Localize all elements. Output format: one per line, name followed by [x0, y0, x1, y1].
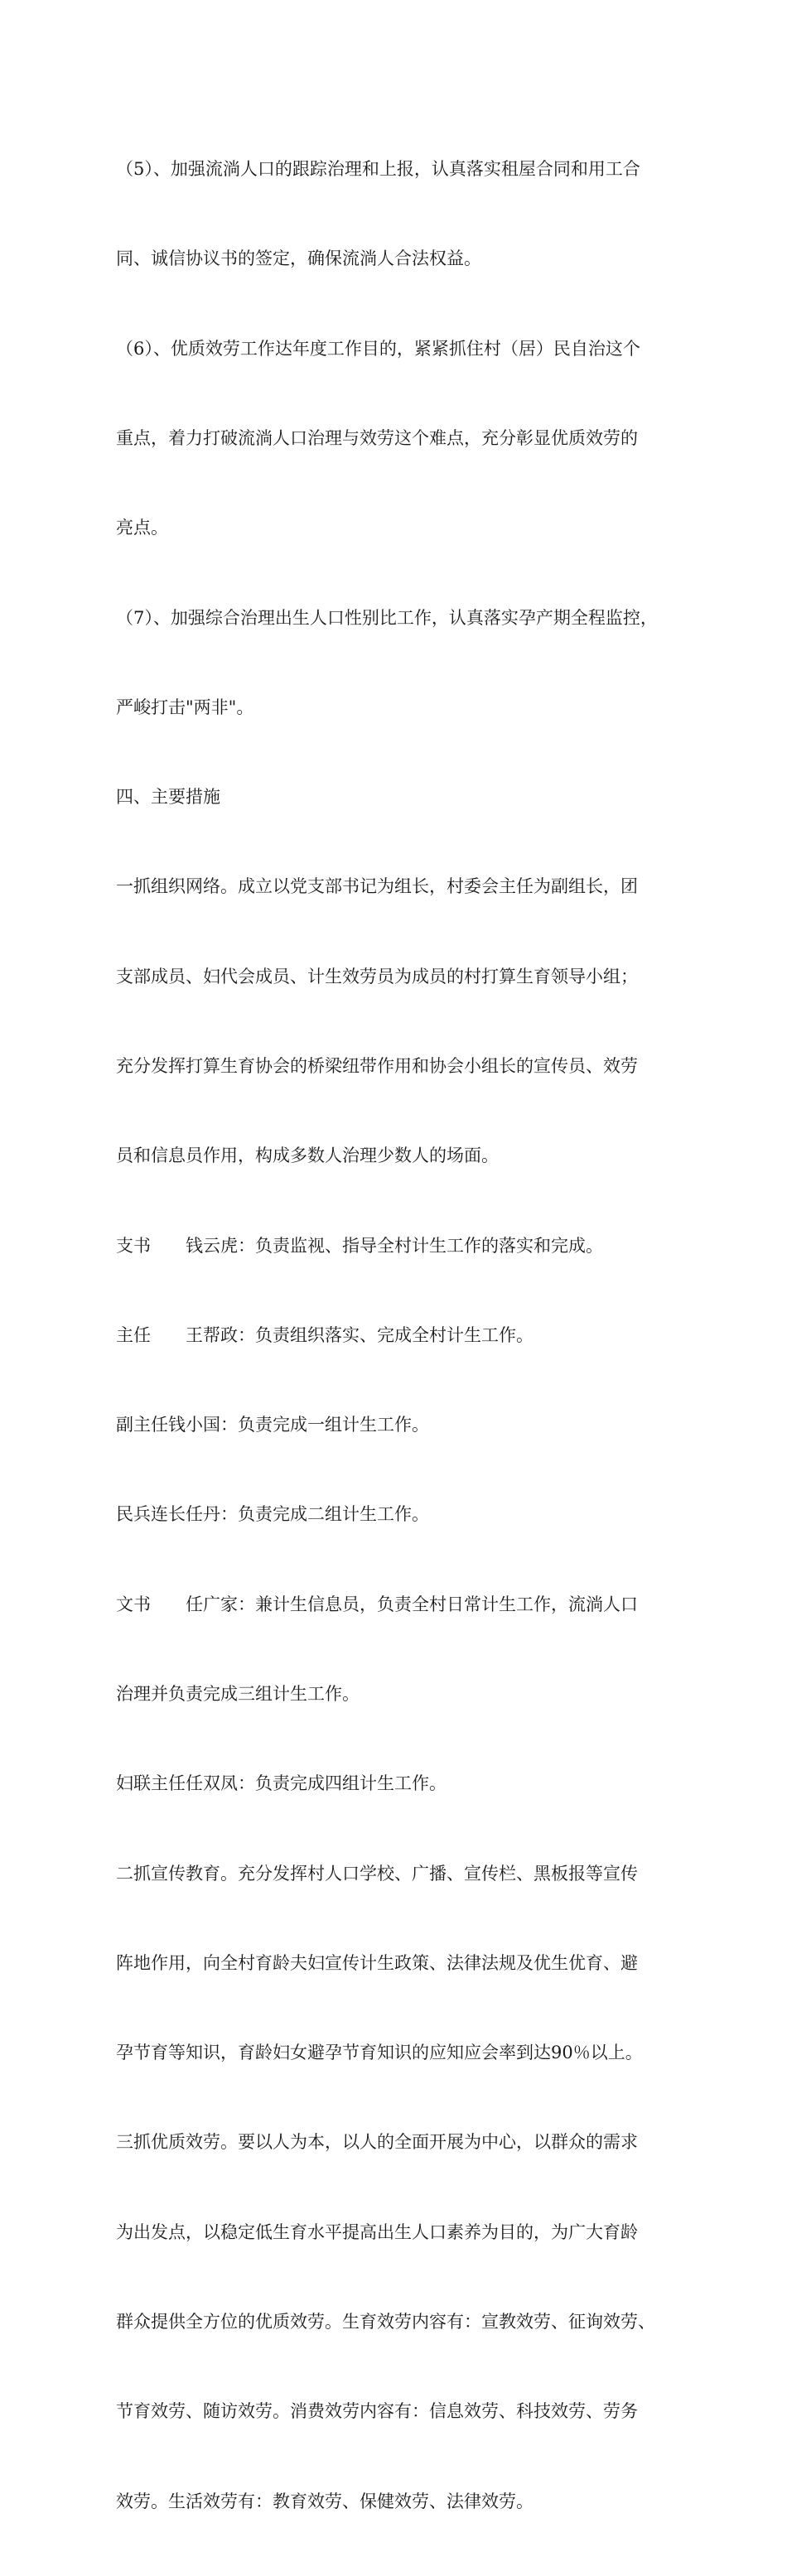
text-line: 民兵连长任丹：负责完成二组计生工作。	[116, 1504, 429, 1525]
text-line: 孕节育等知识，育龄妇女避孕节育知识的应知应会率到达90％以上。	[116, 2043, 643, 2063]
text-line: 治理并负责完成三组计生工作。	[116, 1683, 360, 1704]
text-line: 文书 任广家：兼计生信息员，负责全村日常计生工作，流淌人口	[116, 1594, 638, 1614]
section-heading: 四、主要措施	[116, 787, 220, 808]
text-line: 阵地作用，向全村育龄夫妇宣传计生政策、法律法规及优生优育、避	[116, 1952, 638, 1973]
text-line: 三抓优质效劳。要以人为本，以人的全面开展为中心，以群众的需求	[116, 2132, 638, 2153]
text-line: 严峻打击"两非"。	[116, 697, 254, 717]
text-line: 亮点。	[116, 518, 168, 538]
document-page	[116, 94, 688, 2576]
text-line: 重点，着力打破流淌人口治理与效劳这个难点，充分彰显优质效劳的	[116, 428, 638, 449]
text-line: （5）、加强流淌人口的跟踪治理和上报，认真落实租屋合同和用工合	[116, 159, 640, 180]
text-line: 节育效劳、随访效劳。消费效劳内容有：信息效劳、科技效劳、劳务	[116, 2401, 638, 2422]
text-line: 支部成员、妇代会成员、计生效劳员为成员的村打算生育领导小组；	[116, 966, 638, 987]
text-line: 妇联主任任双凤：负责完成四组计生工作。	[116, 1773, 447, 1794]
text-line: 一抓组织网络。成立以党支部书记为组长，村委会主任为副组长，团	[116, 876, 638, 897]
text-line: 主任 王帮政：负责组织落实、完成全村计生工作。	[116, 1324, 534, 1345]
text-line: 支书 钱云虎：负责监视、指导全村计生工作的落实和完成。	[116, 1235, 603, 1256]
text-line: （6）、优质效劳工作达年度工作目的，紧紧抓住村（居）民自治这个	[116, 338, 640, 359]
document-body	[116, 94, 688, 2576]
text-line: 同、诚信协议书的签定，确保流淌人合法权益。	[116, 248, 481, 269]
text-line: 为出发点，以稳定低生育水平提高出生人口素养为目的，为广大育龄	[116, 2221, 638, 2242]
text-line: 副主任钱小国：负责完成一组计生工作。	[116, 1415, 429, 1435]
text-line: 群众提供全方位的优质效劳。生育效劳内容有：宣教效劳、征询效劳、	[116, 2311, 655, 2332]
text-line: 充分发挥打算生育协会的桥梁纽带作用和协会小组长的宣传员、效劳	[116, 1056, 638, 1076]
text-line: 效劳。生活效劳有：教育效劳、保健效劳、法律效劳。	[116, 2491, 534, 2511]
text-line: 员和信息员作用，构成多数人治理少数人的场面。	[116, 1146, 499, 1166]
text-line: 二抓宣传教育。充分发挥村人口学校、广播、宣传栏、黑板报等宣传	[116, 1863, 638, 1884]
text-line: （7）、加强综合治理出生人口性别比工作，认真落实孕产期全程监控，	[116, 607, 658, 628]
